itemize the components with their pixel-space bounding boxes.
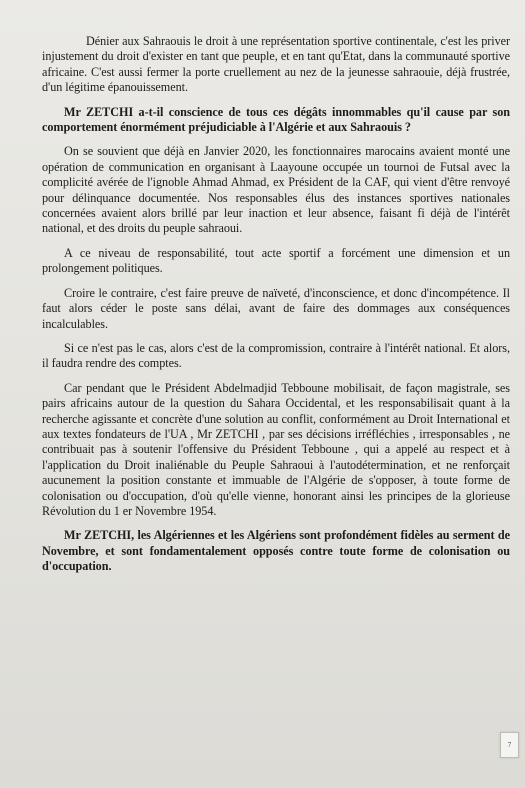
page-number-tab: [500, 732, 519, 758]
paragraph-1: Dénier aux Sahraouis le droit à une représentation sportive continentale, c'est les priver injustement du droit d'exister en tant que peuple, et en tant qu'Etat, dans la communauté sportive africaine. C'est aussi fermer la porte cruellement au nez de la jeunesse sahraouie, déjà frustrée, d'un légitime épanouissement.: [42, 34, 510, 95]
page-number: 7: [507, 741, 512, 749]
paragraph-5: Croire le contraire, c'est faire preuve de naïveté, d'inconscience, et donc d'incompétence. Il faut alors céder le poste sans délai, avant de faire des dommages aux conséquences incalculables.: [42, 285, 510, 331]
paragraph-8: Mr ZETCHI, les Algériennes et les Algériens sont profondément fidèles au serment de Novembre, et sont fondamentalement opposés contre toute forme de colonisation ou d'occupation.: [42, 528, 510, 574]
paragraph-2: Mr ZETCHI a-t-il conscience de tous ces dégâts innommables qu'il cause par son comportement énormément préjudiciable à l'Algérie et aux Sahraouis ?: [42, 104, 510, 135]
paragraph-6: Si ce n'est pas le cas, alors c'est de la compromission, contraire à l'intérêt national. Et alors, il faudra rendre des comptes.: [42, 340, 510, 371]
paragraph-3: On se souvient que déjà en Janvier 2020, les fonctionnaires marocains avaient monté une opération de communication en organisant à Laayoune occupée un tournoi de Futsal avec la complicité avérée de l'ignoble Ahmad Ahmad, ex Président de la CAF, qui vient d'être renvoyé pour délinquance documentée. Nos responsables élus des instances sportives nationales concernées avaient alors brillé par leur inaction et leur absence, faisant fi déjà de l'intérêt national, et des droits du peuple sahraoui.: [42, 144, 510, 236]
paragraph-4: A ce niveau de responsabilité, tout acte sportif a forcément une dimension et un prolongement politiques.: [42, 245, 510, 276]
paragraph-7: Car pendant que le Président Abdelmadjid Tebboune mobilisait, de façon magistrale, ses pairs africains autour de la question du Sahara Occidental, et les responsabilisait quant à la recherche agissante et concrète d'une solution au conflit, conformément au Droit International et aux textes fondateurs de l'UA , Mr ZETCHI , par ses décisions irréfléchies , irresponsables , ne contribuait pas à soutenir l'offensive du Président Tebboune , qui a appelé au respect et à l'application du Droit inaliénable du Peuple Sahraoui à l'autodétermination, et ne renforçait aucunement la position constante et immuable de l'Algérie de s'opposer, à toute forme de colonisation ou d'occupation, d'où qu'elle vienne, honorant ainsi les principes de la glorieuse Révolution du 1 er Novembre 1954.: [42, 380, 510, 518]
